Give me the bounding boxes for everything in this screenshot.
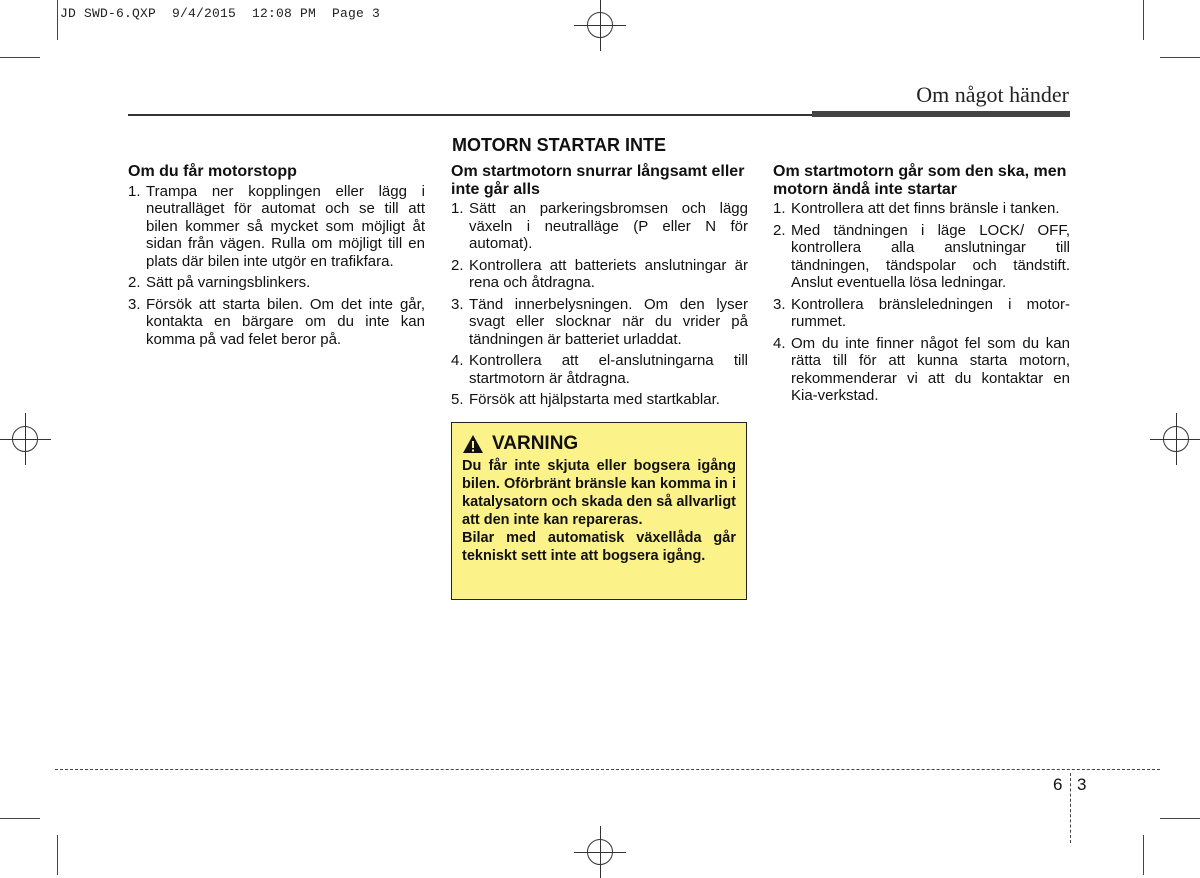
list-item: 3. Försök att starta bilen. Om det inte går, kontakta en bärgare om du inte kan komma på vad felet beror på.	[128, 295, 425, 348]
warning-text: Bilar med automatisk växellåda går tekniskt sett inte att bogsera igång.	[462, 530, 736, 564]
list-item: 1. Trampa ner kopplingen eller lägg i neutralläget för automat och se till att bilen kommer så mycket som möjligt åt sidan från vägen. Rulla om möjligt till en plats där bilen inte utgör en trafikfara.	[128, 182, 425, 270]
registration-mark-icon	[587, 12, 613, 38]
column-heading: Om startmotorn snurrar långsamt eller inte går alls	[451, 163, 745, 198]
section-title: MOTORN STARTAR INTE	[452, 135, 666, 155]
crop-mark	[1143, 0, 1144, 40]
crop-mark	[0, 57, 40, 58]
list-item: 2. Sätt på varningsblinkers.	[128, 274, 311, 291]
header-rule	[128, 114, 812, 116]
instruction-list	[128, 183, 425, 349]
crop-mark	[0, 818, 40, 819]
registration-mark-icon	[1163, 426, 1189, 452]
page-number: 3	[1077, 775, 1087, 794]
warning-title: VARNING	[492, 433, 579, 454]
crop-mark	[1143, 835, 1144, 875]
warning-box	[451, 422, 747, 600]
column-1	[128, 163, 425, 352]
footer-rule	[55, 769, 1160, 770]
crop-mark	[57, 0, 58, 40]
list-item: 1. Sätt an parkeringsbromsen och lägg växeln i neutralläge (P eller N för automat).	[451, 200, 748, 252]
list-item: 5. Försök att hjälpstarta med startkablar.	[451, 391, 720, 408]
list-item: 2. Med tändningen i läge LOCK/ OFF, kontrollera alla anslutningar till tändningen, tändspolar och tändstift. Anslut eventuella lösa ledningar.	[773, 221, 1070, 291]
crop-mark	[1160, 818, 1200, 819]
column-2	[451, 163, 748, 413]
registration-mark-icon	[587, 839, 613, 865]
registration-mark-icon	[12, 426, 38, 452]
instruction-list	[451, 200, 748, 409]
print-header: JD SWD-6.QXP 9/4/2015 12:08 PM Page 3	[60, 6, 381, 21]
column-3	[773, 163, 1070, 409]
chapter-title: Om något händer	[916, 82, 1069, 107]
warning-header	[462, 433, 736, 455]
column-heading: Om startmotorn går som den ska, men motorn ändå inte startar	[773, 163, 1067, 198]
page-number-separator	[1070, 773, 1071, 843]
crop-mark	[1160, 57, 1200, 58]
crop-mark	[57, 835, 58, 875]
warning-text: Du får inte skjuta eller bogsera igång bilen. Oförbränt bränsle kan komma in i katalysatorn och skada den så allvarligt att den inte kan repareras.	[462, 458, 737, 528]
instruction-list	[773, 200, 1070, 405]
list-item: 2. Kontrollera att batteriets anslutningar är rena och åtdragna.	[451, 256, 748, 291]
page-chapter-number: 6	[1053, 775, 1063, 794]
column-heading: Om du får motorstopp	[128, 163, 297, 180]
list-item: 3. Tänd innerbelysningen. Om den lyser svagt eller slocknar när du vrider på tändningen är batteriet urladdat.	[451, 295, 748, 348]
warning-triangle-icon	[462, 434, 484, 454]
header-rule-accent	[812, 111, 1070, 117]
list-item: 4. Om du inte finner något fel som du kan rätta till för att kunna starta motorn, rekommenderar vi att du kontaktar en Kia-verkstad.	[773, 334, 1070, 404]
list-item: 4. Kontrollera att el-anslutningarna till startmotorn är åtdragna.	[451, 352, 748, 387]
list-item: 3. Kontrollera bränsleledningen i motor-rummet.	[773, 295, 1070, 330]
list-item: 1. Kontrollera att det finns bränsle i tanken.	[773, 200, 1060, 217]
